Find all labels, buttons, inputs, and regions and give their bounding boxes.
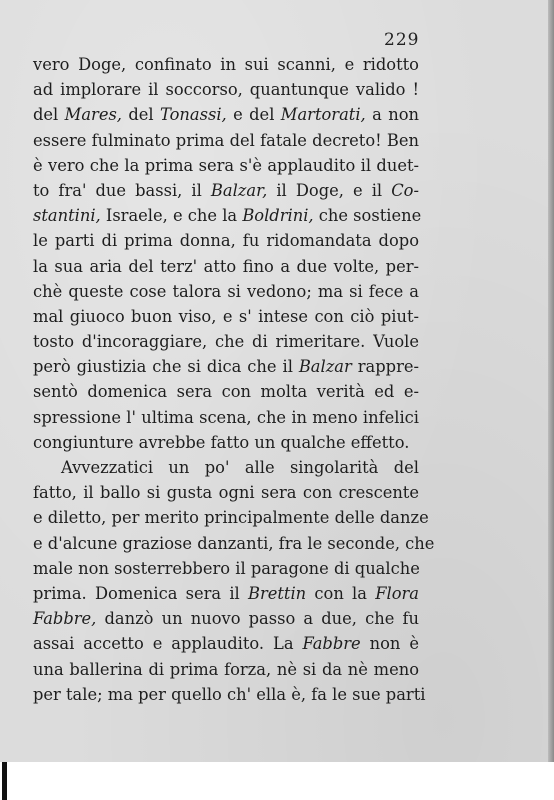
scan-edge-mark <box>2 762 7 800</box>
text-line <box>33 52 419 77</box>
text-segment: fatto, il ballo si gusta ogni sera con crescente <box>33 483 419 503</box>
italic-name: Martorati, <box>280 105 366 125</box>
text-line <box>33 430 419 455</box>
text-segment: mal giuoco buon viso, e s' intese con ciò piut- <box>33 306 419 326</box>
italic-name: Fabbre <box>302 634 361 654</box>
italic-name: stantini, <box>33 206 101 226</box>
italic-name: Boldrini, <box>242 206 314 226</box>
text-line <box>33 657 419 682</box>
text-segment: la sua aria del terz' atto fino a due volte, per- <box>33 256 419 276</box>
text-line <box>33 606 419 631</box>
text-line <box>33 128 419 153</box>
text-line <box>33 153 419 178</box>
italic-name: Fabbre, <box>33 609 97 629</box>
text-segment: vero Doge, confinato in sui scanni, e ridotto <box>33 55 419 74</box>
text-line <box>33 203 422 228</box>
text-segment: è vero che la prima sera s'è applaudito il duet- <box>33 155 419 175</box>
text-segment: e del <box>226 105 281 125</box>
text-segment: però giustizia che si dica che il <box>33 357 299 377</box>
text-segment: assai accetto e applaudito. La <box>33 634 303 654</box>
text-segment: male non sosterrebbero il paragone di qualche <box>33 558 420 578</box>
text-line <box>33 329 419 354</box>
text-line <box>33 682 426 707</box>
text-segment: danzò un nuovo passo a due, che fu <box>96 609 419 629</box>
text-segment: spressione l' ultima scena, che in meno infelici <box>33 407 419 427</box>
text-line <box>33 405 419 430</box>
text-line <box>33 631 419 656</box>
text-segment: e diletto, per merito principalmente delle danze <box>33 508 429 528</box>
page-edge-shadow <box>548 0 554 800</box>
text-segment: per tale; ma per quello ch' ella è, fa le sue parti <box>33 684 426 704</box>
text-segment: e d'alcune graziose danzanti, fra le seconde, che <box>33 533 435 553</box>
text-segment: con la <box>306 583 376 603</box>
text-segment: le parti di prima donna, fu ridomandata dopo <box>33 231 419 251</box>
body-text <box>33 52 435 707</box>
italic-name: Co- <box>391 180 419 200</box>
text-segment: a non <box>365 105 419 125</box>
text-line <box>33 254 419 279</box>
text-line <box>33 505 429 530</box>
text-segment: non è <box>360 634 419 654</box>
text-line <box>33 102 419 127</box>
italic-name: Balzar, <box>210 180 268 200</box>
text-line <box>33 354 419 379</box>
italic-name: Mares, <box>64 105 122 125</box>
text-line <box>33 455 419 480</box>
text-line <box>33 77 419 102</box>
text-segment: ad implorare il soccorso, quantunque valido ! <box>33 80 419 100</box>
text-segment: Israele, e che la <box>100 206 243 226</box>
text-segment: tosto d'incoraggiare, che di rimeritare. Vuole <box>33 332 419 352</box>
italic-name: Brettin <box>248 583 307 603</box>
text-segment: il Doge, e il <box>267 180 392 200</box>
text-segment: del <box>121 105 161 125</box>
italic-name: Flora <box>375 583 419 603</box>
text-line <box>33 304 419 329</box>
text-line <box>33 581 419 606</box>
text-line <box>33 279 419 304</box>
scan-margin <box>0 762 554 800</box>
text-line <box>33 480 419 505</box>
page-number: 229 <box>384 30 420 50</box>
text-segment: congiunture avrebbe fatto un qualche effetto. <box>33 432 410 452</box>
text-line <box>33 556 419 581</box>
text-segment: del <box>33 105 65 125</box>
text-line <box>33 379 419 404</box>
text-segment: prima. Domenica sera il <box>33 583 248 603</box>
text-line <box>33 178 419 203</box>
italic-name: Tonassi, <box>160 105 227 125</box>
text-segment: una ballerina di prima forza, nè si da nè meno <box>33 659 419 679</box>
text-segment: rappre- <box>351 357 419 377</box>
text-line <box>33 531 435 556</box>
text-segment: to fra' due bassi, il <box>33 180 211 200</box>
text-segment: che sostiene <box>313 206 422 226</box>
text-segment: essere fulminato prima del fatale decreto! Ben <box>33 130 419 150</box>
text-line <box>33 228 419 253</box>
text-segment: chè queste cose talora si vedono; ma si fece a <box>33 281 419 301</box>
italic-name: Balzar <box>298 357 352 377</box>
text-segment: sentò domenica sera con molta verità ed e- <box>33 382 419 402</box>
text-segment: Avvezzatici un po' alle singolarità del <box>61 458 419 477</box>
